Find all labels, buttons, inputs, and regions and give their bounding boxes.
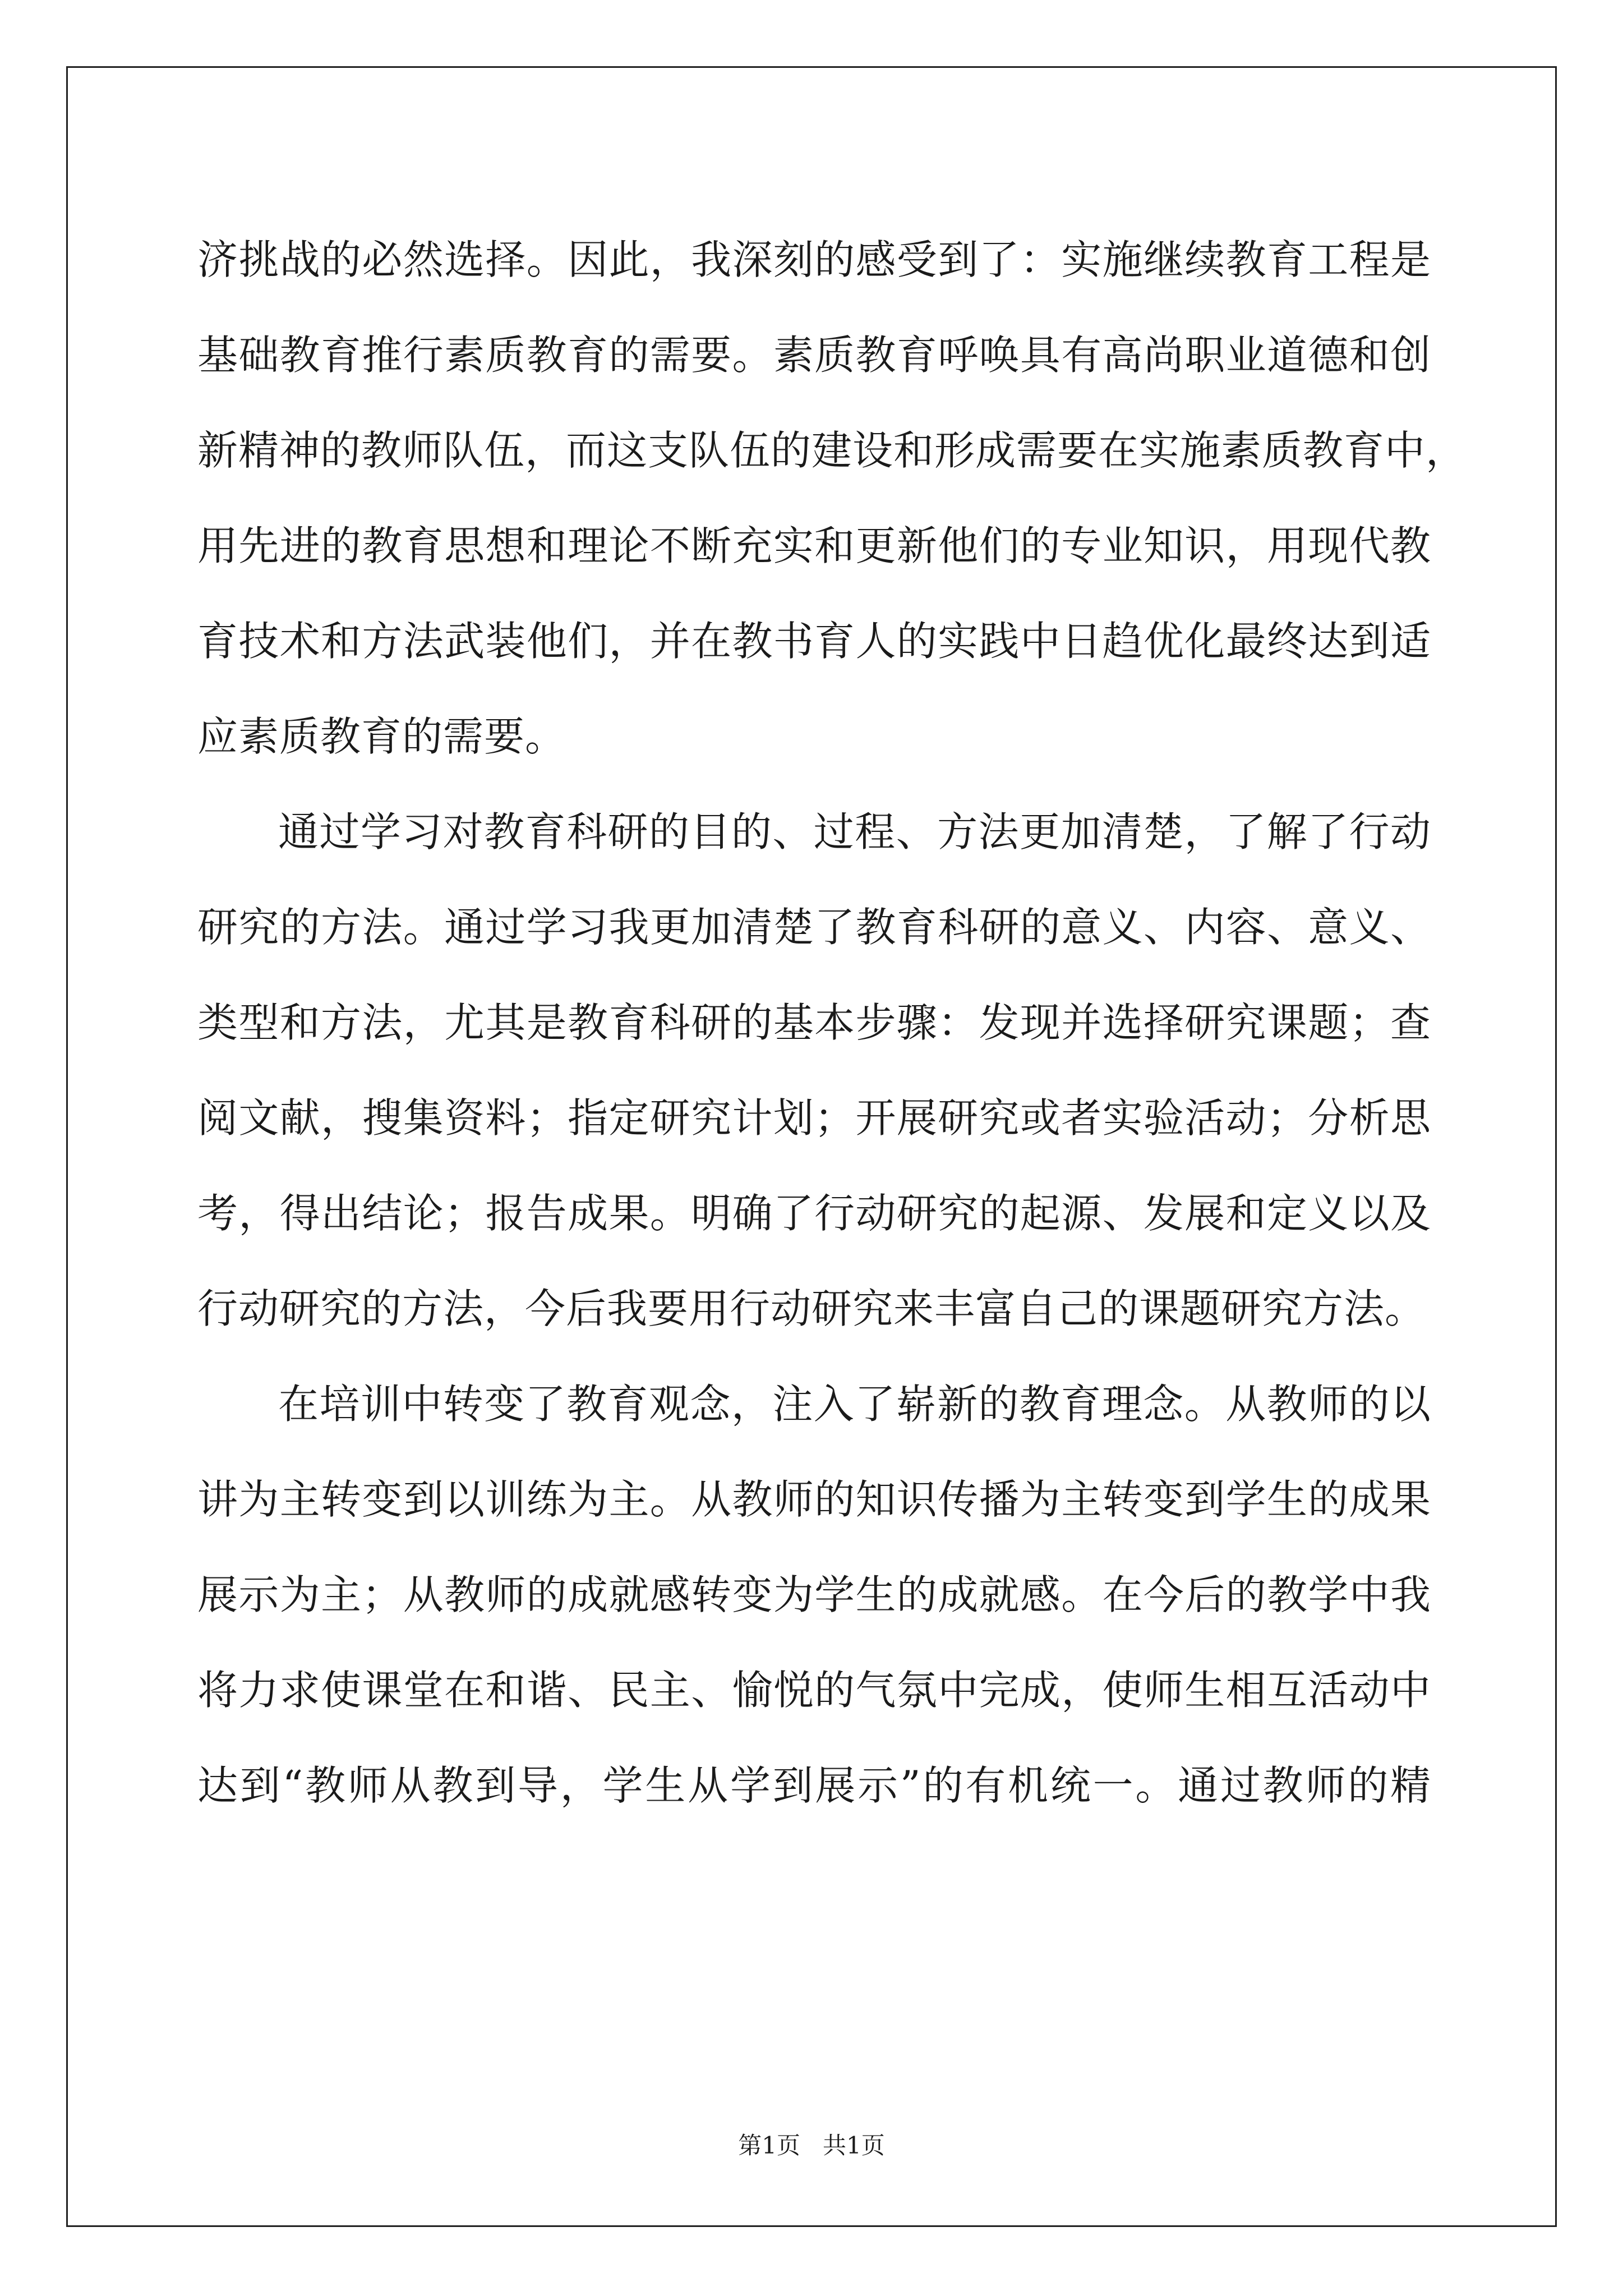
text-line: 达到“教师从教到导，学生从学到展示”的有机统一。通过教师的精: [197, 1762, 1431, 1809]
text-line: 展示为主；从教师的成就感转变为学生的成就感。在今后的教学中我: [197, 1571, 1431, 1618]
text-line: 阅文献，搜集资料；指定研究计划；开展研究或者实验活动；分析思: [197, 1094, 1431, 1142]
page-number-footer: 第1页 共1页: [738, 2132, 885, 2159]
text-line: 济挑战的必然选择。因此，我深刻的感受到了：实施继续教育工程是: [197, 236, 1431, 283]
text-line: 用先进的教育思想和理论不断充实和更新他们的专业知识，用现代教: [197, 522, 1431, 569]
text-line: 考，得出结论；报告成果。明确了行动研究的起源、发展和定义以及: [197, 1190, 1431, 1237]
text-line: 讲为主转变到以训练为主。从教师的知识传播为主转变到学生的成果: [197, 1476, 1431, 1523]
paragraph-first-line: 通过学习对教育科研的目的、过程、方法更加清楚，了解了行动: [278, 808, 1431, 855]
text-line: 类型和方法，尤其是教育科研的基本步骤：发现并选择研究课题；查: [197, 999, 1431, 1046]
document-body: [197, 212, 1467, 1833]
text-line: 将力求使课堂在和谐、民主、愉悦的气氛中完成，使师生相互活动中: [197, 1667, 1431, 1714]
text-line: 育技术和方法武装他们，并在教书育人的实践中日趋优化最终达到适: [197, 618, 1431, 665]
text-line: 行动研究的方法，今后我要用行动研究来丰富自己的课题研究方法。: [197, 1285, 1426, 1332]
text-line: 研究的方法。通过学习我更加清楚了教育科研的意义、内容、意义、: [197, 904, 1431, 951]
text-line: 基础教育推行素质教育的需要。素质教育呼唤具有高尚职业道德和创: [197, 332, 1431, 379]
text-line: 应素质教育的需要。: [197, 713, 566, 760]
text-line: 新精神的教师队伍，而这支队伍的建设和形成需要在实施素质教育中，: [197, 427, 1467, 474]
paragraph-first-line: 在培训中转变了教育观念，注入了崭新的教育理念。从教师的以: [278, 1381, 1431, 1428]
